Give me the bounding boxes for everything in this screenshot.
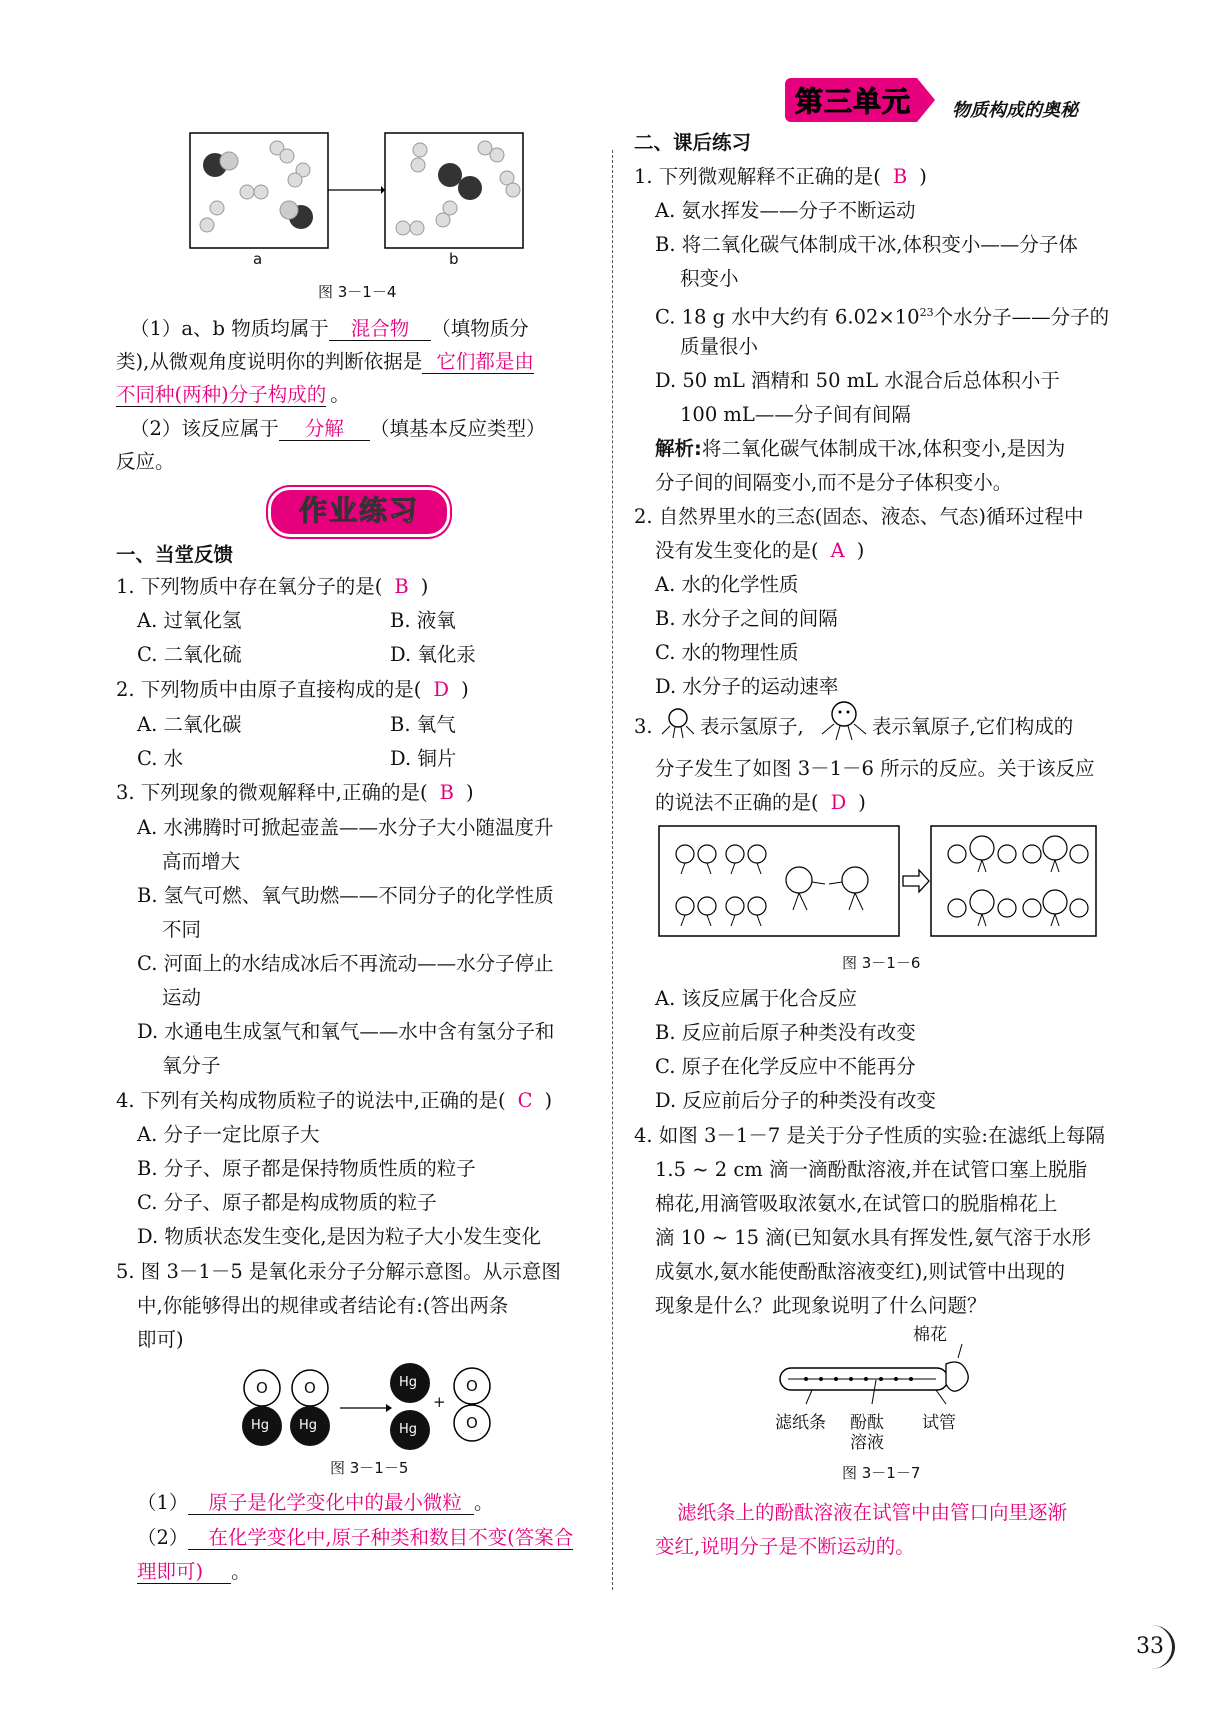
atom-o: O: [256, 1379, 268, 1397]
option-cont: 高而增大: [162, 850, 241, 873]
text: 4. 下列有关构成物质粒子的说法中,正确的是(: [116, 1089, 506, 1112]
option: A. 该反应属于化合反应: [655, 987, 857, 1010]
hydrogen-atom-icon: [660, 706, 696, 742]
unit-title: 第三单元: [795, 85, 912, 118]
q3-text-1: 表示氢原子,: [700, 715, 804, 738]
explanation: [655, 434, 1065, 464]
figure-caption-3-1-5: 图 3－1－5: [330, 1459, 409, 1477]
question-stem: 分子发生了如图 3－1－6 所示的反应。关于该反应: [655, 757, 1095, 780]
option: B. 氧气: [390, 713, 456, 736]
option: A. 二氧化碳: [137, 713, 242, 736]
figure-caption-3-1-4: 图 3－1－4: [318, 283, 397, 301]
page-number: 33: [1128, 1625, 1175, 1669]
text: C. 18 g 水中大约有 6.02×10: [655, 305, 920, 329]
option: C. 河面上的水结成冰后不再流动——水分子停止: [137, 952, 554, 975]
answer: D: [830, 791, 847, 814]
option: A. 水沸腾时可掀起壶盖——水分子大小随温度升: [137, 816, 554, 839]
question-stem: 4. 如图 3－1－7 是关于分子性质的实验:在滤纸上每隔: [634, 1124, 1105, 1147]
atom-hg: Hg: [399, 1375, 418, 1390]
label-solution: 溶液: [850, 1433, 884, 1453]
top-q1-line1: [130, 314, 529, 344]
figure-3-1-4: [185, 130, 525, 270]
option: C. 水的物理性质: [655, 641, 799, 664]
text: 1. 下列物质中存在氧分子的是(: [116, 575, 383, 598]
question-stem: 中,你能够得出的规律或者结论有:(答出两条: [137, 1294, 509, 1317]
option: B. 氢气可燃、氧气助燃——不同分子的化学性质: [137, 884, 554, 907]
text: 1. 下列微观解释不正确的是(: [634, 165, 881, 188]
question-stem: 棉花,用滴管吸取浓氨水,在试管口的脱脂棉花上: [655, 1192, 1058, 1215]
text: 类),从微观角度说明你的判断依据是: [116, 350, 423, 373]
question-stem: [655, 536, 864, 566]
oxygen-atom-icon: [820, 700, 868, 744]
explanation-label: 解析:: [655, 437, 702, 460]
label-cotton: 棉花: [913, 1325, 947, 1345]
atom-o: O: [304, 1379, 316, 1397]
answer-blank: 在化学变化中,原子种类和数目不变(答案合: [188, 1526, 573, 1550]
q5-answer-1: [137, 1488, 493, 1518]
figure-3-1-7: [776, 1350, 986, 1410]
answer-blank: 混合物: [329, 317, 432, 341]
figure-caption-3-1-6: 图 3－1－6: [842, 954, 921, 972]
q5-answer-2: [137, 1523, 573, 1553]
answer: D: [433, 678, 450, 701]
top-q2-line2: 反应。: [116, 450, 175, 473]
answer-blank: 理即可): [137, 1560, 231, 1584]
option-cont: 氧分子: [162, 1054, 221, 1077]
question-stem: [634, 162, 927, 192]
explanation-cont: 分子间的间隔变小,而不是分子体积变小。: [655, 471, 1013, 494]
section-title: 二、课后练习: [634, 131, 752, 154]
answer: C: [517, 1089, 533, 1112]
text: ): [919, 165, 927, 188]
answer-blank: 它们都是由: [422, 350, 534, 374]
option-cont: 100 mL——分子间有间隔: [680, 403, 911, 426]
option: C. 原子在化学反应中不能再分: [655, 1055, 916, 1078]
atom-hg: Hg: [399, 1422, 418, 1437]
answer: B: [892, 165, 908, 188]
option-cont: 积变小: [680, 267, 739, 290]
figure-label-b: b: [449, 250, 459, 268]
option: D. 50 mL 酒精和 50 mL 水混合后总体积小于: [655, 369, 1060, 392]
text: ): [461, 678, 469, 701]
text: （1）: [137, 1491, 189, 1514]
text: 个水分子——分子的: [933, 305, 1110, 329]
text: 3. 下列现象的微观解释中,正确的是(: [116, 781, 428, 804]
answer-blank: 分解: [279, 417, 370, 441]
unit-subtitle: 物质构成的奥秘: [952, 100, 1078, 121]
text: （1）a、b 物质均属于: [130, 317, 329, 340]
option: A. 水的化学性质: [655, 573, 799, 596]
text: （填物质分: [431, 317, 529, 340]
text: ): [544, 1089, 553, 1112]
figure-label-a: a: [253, 250, 263, 268]
question-stem: 成氨水,氨水能使酚酞溶液变红),则试管中出现的: [655, 1260, 1066, 1283]
text: 。: [473, 1491, 494, 1514]
option: D. 铜片: [390, 747, 457, 770]
figure-3-1-5: [240, 1368, 490, 1468]
option-cont: 不同: [162, 918, 202, 941]
question-stem: 1.5 ~ 2 cm 滴一滴酚酞溶液,并在试管口塞上脱脂: [655, 1158, 1088, 1181]
text: （填基本反应类型）: [369, 417, 546, 440]
answer: B: [394, 575, 409, 598]
option: C. 分子、原子都是构成物质的粒子: [137, 1191, 437, 1214]
text: 2. 下列物质中由原子直接构成的是(: [116, 678, 422, 701]
figure-caption-3-1-7: 图 3－1－7: [842, 1464, 921, 1482]
text: 。: [330, 383, 350, 406]
option: C. 水: [137, 747, 184, 770]
q4-answer-cont: 变红,说明分子是不断运动的。: [655, 1535, 915, 1558]
question-stem: [116, 572, 428, 602]
question-stem: [116, 675, 469, 705]
figure-3-1-6: [657, 824, 1101, 940]
top-q2-line1: [130, 414, 545, 444]
text: 。: [231, 1560, 251, 1583]
label-test-tube: 试管: [922, 1413, 956, 1433]
top-q1-line3: [116, 380, 350, 410]
text: （2）该反应属于: [130, 417, 279, 440]
text: （2）: [137, 1526, 189, 1549]
answer: B: [439, 781, 454, 804]
column-divider: [612, 150, 613, 1590]
option: B. 将二氧化碳气体制成干冰,体积变小——分子体: [655, 233, 1078, 256]
option: B. 液氧: [390, 609, 456, 632]
atom-hg: Hg: [251, 1418, 270, 1433]
q5-answer-2-cont: [137, 1557, 251, 1587]
option: B. 分子、原子都是保持物质性质的粒子: [137, 1157, 476, 1180]
option: D. 氧化汞: [390, 643, 476, 666]
question-stem: 5. 图 3－1－5 是氧化汞分子分解示意图。从示意图: [116, 1260, 561, 1283]
text: 将二氧化碳气体制成干冰,体积变小,是因为: [701, 437, 1066, 460]
text: 的说法不正确的是(: [655, 791, 819, 814]
option: [655, 298, 1109, 333]
option: C. 二氧化硫: [137, 643, 242, 666]
question-num: 3.: [634, 715, 653, 738]
superscript: 23: [919, 306, 934, 319]
question-stem: [116, 1086, 552, 1116]
option-cont: 质量很小: [680, 335, 759, 358]
atom-hg: Hg: [299, 1418, 318, 1433]
q4-answer: 滤纸条上的酚酞溶液在试管中由管口向里逐渐: [677, 1501, 1068, 1524]
option: A. 分子一定比原子大: [137, 1123, 320, 1146]
question-stem: 滴 10 ~ 15 滴(已知氨水具有挥发性,氨气溶于水形: [655, 1226, 1092, 1249]
question-stem: 现象是什么？此现象说明了什么问题？: [655, 1294, 987, 1317]
option: D. 水分子的运动速率: [655, 675, 839, 698]
atom-o: O: [466, 1377, 478, 1395]
option: B. 水分子之间的间隔: [655, 607, 838, 630]
answer-blank: 不同种(两种)分子构成的: [116, 383, 327, 406]
q3-text-2: 表示氧原子,它们构成的: [872, 715, 1074, 738]
option-cont: 运动: [162, 986, 202, 1009]
question-stem: 2. 自然界里水的三态(固态、液态、气态)循环过程中: [634, 505, 1084, 528]
atom-o: O: [466, 1414, 478, 1432]
label-filter-paper: 滤纸条: [775, 1413, 826, 1433]
top-q1-line2: [116, 347, 534, 377]
question-stem: [116, 778, 474, 808]
text: ): [856, 539, 865, 562]
question-stem: 即可): [137, 1328, 184, 1351]
text: ): [420, 575, 429, 598]
option: D. 反应前后分子的种类没有改变: [655, 1089, 936, 1112]
option: B. 反应前后原子种类没有改变: [655, 1021, 916, 1044]
label-phenolphthalein: 酚酞: [850, 1413, 884, 1433]
option: A. 氨水挥发——分子不断运动: [655, 199, 916, 222]
text: ): [465, 781, 474, 804]
option: D. 水通电生成氢气和氧气——水中含有氢分子和: [137, 1020, 555, 1043]
section-banner-title: 作业练习: [298, 494, 419, 527]
option: A. 过氧化氢: [137, 609, 242, 632]
answer-blank: 原子是化学变化中的最小微粒: [188, 1491, 474, 1515]
answer: A: [830, 539, 845, 562]
text: ): [858, 791, 866, 814]
plus-sign: +: [433, 1393, 446, 1411]
section-title: 一、当堂反馈: [116, 543, 234, 566]
option: D. 物质状态发生变化,是因为粒子大小发生变化: [137, 1225, 542, 1248]
text: 没有发生变化的是(: [655, 539, 819, 562]
question-stem: [655, 788, 866, 818]
